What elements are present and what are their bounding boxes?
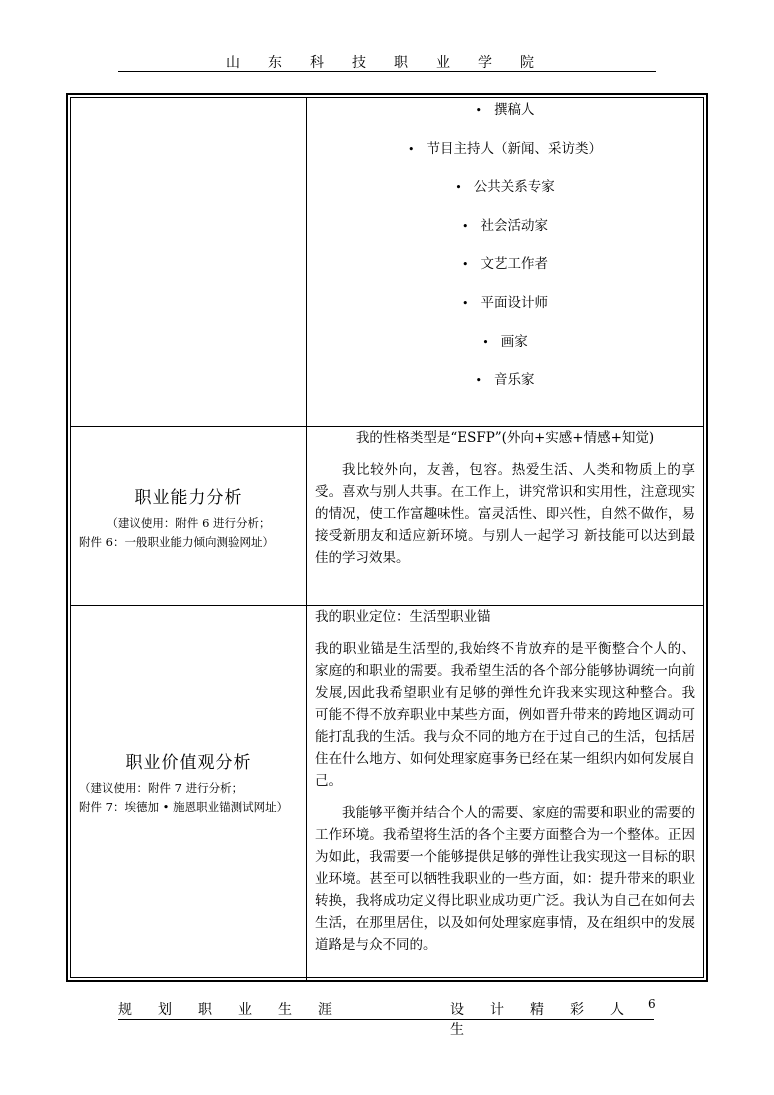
header-rule xyxy=(118,71,656,72)
job-list-item: • 平面设计师 xyxy=(307,293,703,332)
row2-left-cell xyxy=(71,427,307,605)
career-anchor-paragraph-2: 我能够平衡并结合个人的需要、家庭的需要和职业的需要的工作环境。我希望将生活的各个主要方面整合为一个整体。正因为如此，我需要一个能够提供足够的弹性让我实现这一目标的职业环境。甚至可以牺牲我职业的一些方面，如：提升带来的职业转换，我将成功定义得比职业成功更广泛。我认为自己在如何去生活，在那里居住，以及如何处理家庭事情，及在组织中的发展道路是与众不同的。 xyxy=(315,805,695,953)
job-list xyxy=(307,100,703,409)
row-job-list xyxy=(71,98,703,427)
job-list-item: • 社会活动家 xyxy=(307,216,703,255)
row-values xyxy=(71,606,703,981)
career-anchor-line: 我的职业定位：生活型职业锚 xyxy=(315,609,491,625)
values-note-1: （建议使用：附件 7 进行分析； xyxy=(79,781,244,795)
row-ability xyxy=(71,427,703,606)
job-list-item: • 音乐家 xyxy=(307,370,703,409)
job-list-item: • 画家 xyxy=(307,332,703,371)
row3-right-cell xyxy=(307,606,703,981)
personality-type-line: 我的性格类型是“ESFP”(外向+实感+情感+知觉) xyxy=(355,430,655,446)
values-title: 职业价值观分析 xyxy=(125,753,252,773)
ability-note-2: 附件 6：一般职业能力倾向测验网址） xyxy=(79,535,274,549)
row1-left-cell xyxy=(71,98,307,426)
page-header: 山东科技职业学院 xyxy=(226,55,562,71)
job-list-item: • 公共关系专家 xyxy=(307,177,703,216)
footer-rule xyxy=(118,1019,654,1020)
row3-left-cell xyxy=(71,606,307,981)
job-list-item: • 节目主持人（新闻、采访类） xyxy=(307,139,703,178)
career-anchor-paragraph-1: 我的职业锚是生活型的,我始终不肯放弃的是平衡整合个人的、家庭的和职业的需要。我希望生活的各个部分能够协调统一向前发展,因此我希望职业有足够的弹性允许我来实现这种整合。我可能不得不放弃职业中某些方面，例如晋升带来的跨地区调动可能打乱我的生活。我与众不同的地方在于过自己的生活，包括居住在什么地方、如何处理家庭事务已经在某一组织内如何发展自己。 xyxy=(315,641,695,789)
job-list-item: • 文艺工作者 xyxy=(307,254,703,293)
job-list-item: • 撰稿人 xyxy=(307,100,703,139)
footer-left-text: 规划职业生涯 xyxy=(118,1002,358,1018)
values-note-2: 附件 7：埃德加 • 施恩职业锚测试网址） xyxy=(79,800,289,814)
row1-right-cell xyxy=(307,98,703,426)
footer-right-text: 设计精彩人生 xyxy=(450,1002,650,1038)
ability-note-1: （建议使用：附件 6 进行分析； xyxy=(106,516,271,530)
content-table xyxy=(66,93,708,982)
row2-right-cell xyxy=(307,427,703,605)
page-footer xyxy=(118,997,658,1038)
ability-title: 职业能力分析 xyxy=(134,488,243,508)
personality-paragraph: 我比较外向，友善，包容。热爱生活、人类和物质上的享受。喜欢与别人共事。在工作上，讲究常识和实用性，注意现实的情况，使工作富趣味性。富灵活性、即兴性，自然不做作，易接受新朋友和适应新环境。与别人一起学习 新技能可以达到最佳的学习效果。 xyxy=(315,462,695,566)
page-number: 6 xyxy=(648,997,656,1011)
